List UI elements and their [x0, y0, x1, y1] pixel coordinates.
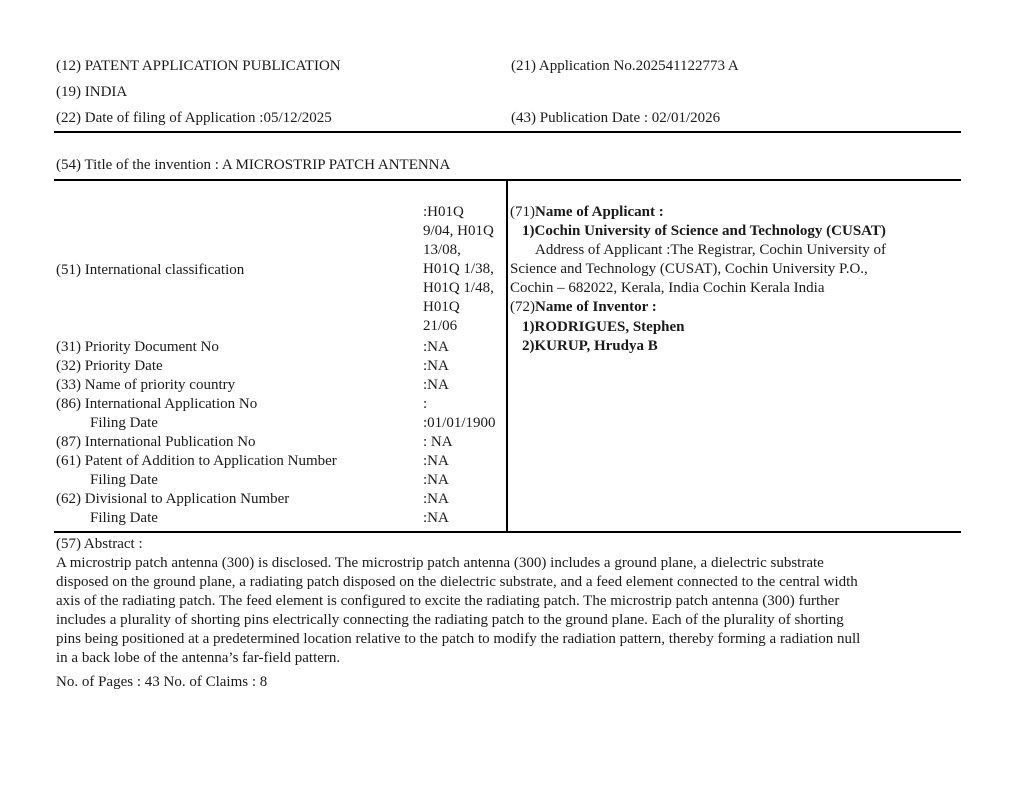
field-value: : NA: [423, 434, 453, 450]
field-label: (62) Divisional to Application Number: [56, 491, 290, 507]
pages-claims: No. of Pages : 43 No. of Claims : 8: [56, 674, 268, 690]
applicant-address-line: Cochin – 682022, Kerala, India Cochin Kerala India: [510, 280, 825, 296]
field-value: :NA: [423, 453, 449, 469]
classification-label: (51) International classification: [56, 262, 245, 278]
header-divider: [54, 131, 961, 133]
abstract-label: (57) Abstract :: [56, 536, 143, 552]
field-value: :NA: [423, 491, 449, 507]
applicant-heading: [510, 203, 664, 222]
field-value: :NA: [423, 377, 449, 393]
field-label: (86) International Application No: [56, 396, 258, 412]
field-value: :NA: [423, 472, 449, 488]
country: (19) INDIA: [56, 84, 128, 100]
applicant-name: 1)Cochin University of Science and Technology (CUSAT): [522, 223, 886, 239]
title-divider: [54, 179, 961, 181]
applicant-heading-prefix: (71): [510, 204, 535, 220]
field-label: (31) Priority Document No: [56, 339, 219, 355]
classification-code: 13/08,: [423, 242, 461, 258]
field-value: :NA: [423, 339, 449, 355]
field-values: [423, 338, 496, 528]
field-value: :NA: [423, 358, 449, 374]
abstract-line: disposed on the ground plane, a radiating patch disposed on the dielectric substrate, and a feed element connected to the central width: [56, 574, 858, 590]
inventor-heading: [510, 298, 657, 317]
field-value: :NA: [423, 510, 449, 526]
abstract-line: A microstrip patch antenna (300) is disclosed. The microstrip patch antenna (300) includes a ground plane, a dielectric substrate: [56, 555, 824, 571]
classification-values: [423, 203, 494, 336]
field-label: Filing Date: [90, 472, 158, 488]
publication-date: (43) Publication Date : 02/01/2026: [511, 110, 721, 126]
classification-code: H01Q: [423, 299, 460, 315]
field-value: :01/01/1900: [423, 415, 496, 431]
field-label: (61) Patent of Addition to Application Number: [56, 453, 337, 469]
abstract-line: in a back lobe of the antenna’s far-field pattern.: [56, 650, 341, 666]
field-label: Filing Date: [90, 415, 158, 431]
field-labels: [56, 338, 337, 528]
abstract-line: pins being positioned at a predetermined location relative to the patch to modify the radiation pattern, thereby forming a radiation null: [56, 631, 861, 647]
abstract-text: [56, 554, 961, 668]
field-label: (33) Name of priority country: [56, 377, 236, 393]
abstract-line: includes a plurality of shorting pins electrically connecting the radiating patch to the ground plane. Each of the plurality of shorting: [56, 612, 844, 628]
publication-type: (12) PATENT APPLICATION PUBLICATION: [56, 58, 341, 74]
application-number: (21) Application No.202541122773 A: [511, 58, 739, 74]
abstract-line: axis of the radiating patch. The feed element is configured to excite the radiating patch. The microstrip patch antenna (300) further: [56, 593, 840, 609]
applicant-address-line: Address of Applicant :The Registrar, Cochin University of: [535, 242, 886, 258]
applicant-heading-label: Name of Applicant :: [535, 204, 664, 220]
classification-code: :H01Q: [423, 204, 464, 220]
abstract-divider: [54, 531, 961, 533]
classification-code: H01Q 1/38,: [423, 261, 494, 277]
field-label: Filing Date: [90, 510, 158, 526]
filing-date: (22) Date of filing of Application :05/12/2025: [56, 110, 332, 126]
field-label: (87) International Publication No: [56, 434, 256, 450]
classification-code: 9/04, H01Q: [423, 223, 494, 239]
column-divider: [506, 180, 508, 532]
classification-code: H01Q 1/48,: [423, 280, 494, 296]
applicant-address-line: Science and Technology (CUSAT), Cochin University P.O.,: [510, 261, 868, 277]
inventor-heading-prefix: (72): [510, 299, 535, 315]
classification-code: 21/06: [423, 318, 458, 334]
invention-title: (54) Title of the invention : A MICROSTRIP PATCH ANTENNA: [56, 157, 451, 173]
field-value: :: [423, 396, 428, 412]
inventor-heading-label: Name of Inventor :: [535, 299, 657, 315]
inventor-name: 1)RODRIGUES, Stephen: [522, 319, 685, 335]
field-label: (32) Priority Date: [56, 358, 163, 374]
inventor-name: 2)KURUP, Hrudya B: [522, 338, 658, 354]
